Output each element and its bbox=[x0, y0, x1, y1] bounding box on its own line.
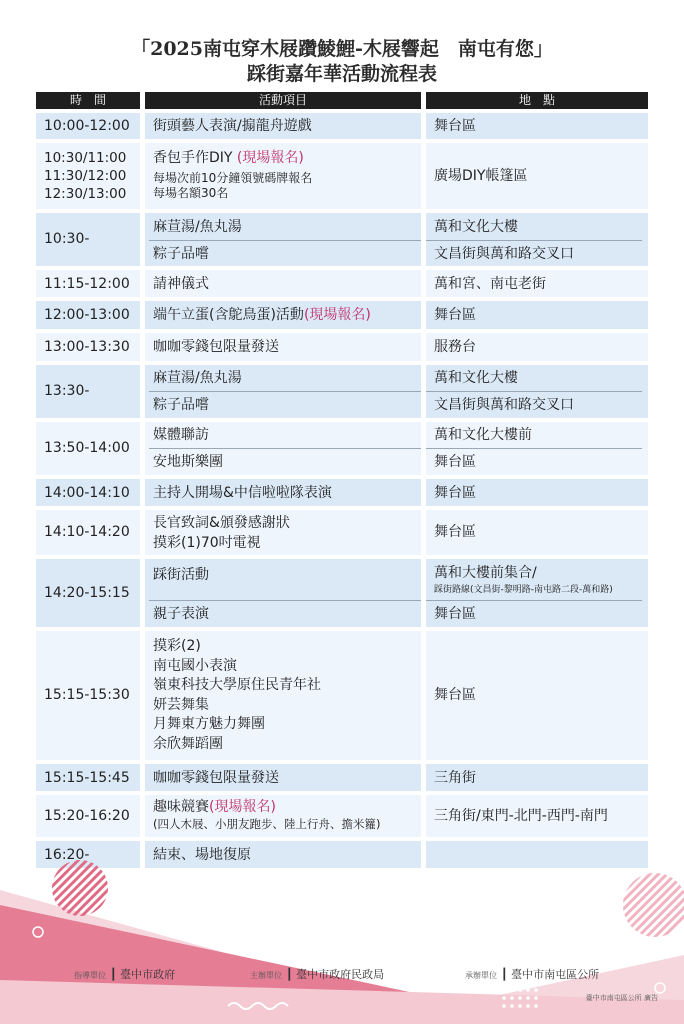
parade-route-note: 踩街路線(文昌街-黎明路-南屯路二段-萬和路) bbox=[434, 585, 613, 595]
item-main: 香包手作DIY bbox=[153, 150, 237, 166]
title-line-1: 「2025南屯穿木屐躦鯪鯉-木屐響起 南屯有您」 bbox=[131, 38, 553, 60]
place-text: 舞台區 bbox=[434, 307, 476, 323]
row-item bbox=[145, 510, 421, 555]
time-text: 10:30/11:00 11:30/12:00 12:30/13:00 bbox=[44, 150, 127, 202]
item-text: 親子表演 bbox=[153, 606, 209, 622]
row-divider bbox=[426, 448, 642, 449]
time-text: 12:00-13:00 bbox=[44, 307, 130, 323]
time-text: 14:10-14:20 bbox=[44, 524, 130, 540]
item-text: 街頭藝人表演/搧龍舟遊戲 bbox=[153, 118, 312, 134]
place-text: 三角街 bbox=[434, 770, 476, 786]
onsite-registration-tag: (現場報名) bbox=[236, 150, 304, 166]
credit-label: 指導單位 bbox=[74, 971, 106, 980]
row-time bbox=[36, 795, 140, 837]
row-divider bbox=[149, 448, 421, 449]
item-text: 請神儀式 bbox=[153, 276, 209, 292]
time-text: 15:15-15:45 bbox=[44, 770, 130, 786]
row-time bbox=[36, 764, 140, 791]
row-place bbox=[426, 301, 648, 329]
row-divider bbox=[426, 600, 642, 601]
place-text: 廣場DIY帳篷區 bbox=[434, 168, 528, 184]
row-place bbox=[426, 631, 648, 760]
item-text: 媒體聯訪 bbox=[153, 427, 209, 443]
place-text: 舞台區 bbox=[434, 524, 476, 540]
credit-guide: 指導單位 ┃ 臺中市政府 bbox=[74, 968, 176, 981]
row-divider bbox=[426, 391, 642, 392]
row-place bbox=[426, 510, 648, 555]
credit-label: 承辦單位 bbox=[465, 971, 497, 980]
row-divider bbox=[149, 391, 421, 392]
footer-decoration bbox=[0, 860, 684, 1024]
item-note: (四人木屐、小朋友跑步、陸上行舟、擔米籮) bbox=[153, 817, 381, 831]
row-time bbox=[36, 143, 140, 209]
row-time bbox=[36, 213, 140, 266]
place-text: 文昌街與萬和路交叉口 bbox=[434, 246, 574, 262]
row-time bbox=[36, 365, 140, 418]
place-text: 舞台區 bbox=[434, 606, 476, 622]
time-text: 14:00-14:10 bbox=[44, 485, 130, 501]
row-divider bbox=[149, 240, 421, 241]
item-text: 主持人開場&中信啦啦隊表演 bbox=[153, 485, 332, 501]
row-item bbox=[145, 270, 421, 297]
item-text: 長官致詞&頒發感謝狀 摸彩(1)70吋電視 bbox=[153, 515, 290, 551]
credit-value: 臺中市政府民政局 bbox=[296, 968, 385, 981]
item-text: 麻荁湯/魚丸湯 bbox=[153, 219, 242, 235]
row-place bbox=[426, 270, 648, 297]
header-item: 活動項目 bbox=[145, 92, 421, 109]
credit-label: 主辦單位 bbox=[250, 971, 282, 980]
row-place bbox=[426, 365, 648, 418]
place-text: 萬和大樓前集合/ bbox=[434, 565, 537, 581]
credit-value: 臺中市政府 bbox=[120, 968, 176, 981]
row-item bbox=[145, 113, 421, 139]
row-item bbox=[145, 795, 421, 837]
item-text bbox=[153, 149, 417, 167]
place-text: 萬和文化大樓 bbox=[434, 370, 518, 386]
item-text: 粽子品嚐 bbox=[153, 246, 209, 262]
document-title bbox=[0, 36, 684, 86]
row-item bbox=[145, 333, 421, 361]
time-text: 15:20-16:20 bbox=[44, 808, 130, 824]
place-text: 舞台區 bbox=[434, 485, 476, 501]
row-place bbox=[426, 795, 648, 837]
place-text: 萬和文化大樓 bbox=[434, 219, 518, 235]
row-place bbox=[426, 422, 648, 475]
item-text: 麻荁湯/魚丸湯 bbox=[153, 370, 242, 386]
title-line-2: 踩街嘉年華活動流程表 bbox=[246, 63, 437, 85]
time-text: 10:00-12:00 bbox=[44, 118, 130, 134]
row-time bbox=[36, 559, 140, 627]
item-text: 粽子品嚐 bbox=[153, 397, 209, 413]
place-text: 服務台 bbox=[434, 339, 476, 355]
row-time bbox=[36, 510, 140, 555]
item-text: 咖咖零錢包限量發送 bbox=[153, 339, 279, 355]
row-divider bbox=[149, 600, 421, 601]
header-time: 時 間 bbox=[36, 92, 140, 109]
row-item bbox=[145, 143, 421, 209]
row-time bbox=[36, 301, 140, 329]
place-text: 萬和文化大樓前 bbox=[434, 427, 532, 443]
time-text: 14:20-15:15 bbox=[44, 585, 130, 601]
row-time bbox=[36, 113, 140, 139]
row-place bbox=[426, 559, 648, 627]
row-item bbox=[145, 213, 421, 266]
row-item bbox=[145, 301, 421, 329]
header-place: 地 點 bbox=[426, 92, 648, 109]
credit-value: 臺中市南屯區公所 bbox=[511, 968, 600, 981]
row-item bbox=[145, 764, 421, 791]
row-divider bbox=[426, 240, 642, 241]
row-item bbox=[145, 559, 421, 627]
place-text: 萬和宮、南屯老街 bbox=[434, 276, 546, 292]
time-text: 16:20- bbox=[44, 847, 90, 863]
row-time bbox=[36, 479, 140, 506]
item-text: 摸彩(2) 南屯國小表演 嶺東科技大學原住民青年社 妍芸舞集 月舞東方魅力舞團 余欣舞蹈團 bbox=[153, 638, 321, 752]
time-text: 13:30- bbox=[44, 383, 90, 399]
place-text: 三角街/東門-北門-西門-南門 bbox=[434, 808, 608, 824]
row-place bbox=[426, 143, 648, 209]
item-text: 結束、場地復原 bbox=[153, 847, 251, 863]
onsite-registration-tag: (現場報名) bbox=[303, 307, 371, 323]
item-main: 趣味競賽 bbox=[153, 799, 209, 815]
time-text: 13:50-14:00 bbox=[44, 440, 130, 456]
item-text bbox=[153, 798, 417, 816]
row-item bbox=[145, 631, 421, 760]
publisher-note: 臺中市南屯區公所 廣告 bbox=[585, 994, 658, 1002]
credit-host: 主辦單位 ┃ 臺中市政府民政局 bbox=[250, 968, 385, 981]
row-place bbox=[426, 333, 648, 361]
place-text: 文昌街與萬和路交叉口 bbox=[434, 397, 574, 413]
time-text: 11:15-12:00 bbox=[44, 276, 130, 292]
row-place bbox=[426, 113, 648, 139]
time-text: 10:30- bbox=[44, 231, 90, 247]
item-text bbox=[153, 306, 417, 324]
item-note: 每場次前10分鐘領號碼牌報名 每場名額30名 bbox=[153, 171, 313, 200]
row-item bbox=[145, 365, 421, 418]
item-text: 踩街活動 bbox=[153, 567, 209, 583]
place-text: 舞台區 bbox=[434, 118, 476, 134]
row-time bbox=[36, 270, 140, 297]
credit-organizer: 承辦單位 ┃ 臺中市南屯區公所 bbox=[465, 968, 600, 981]
row-place bbox=[426, 479, 648, 506]
row-place bbox=[426, 764, 648, 791]
time-text: 15:15-15:30 bbox=[44, 687, 130, 703]
row-time bbox=[36, 422, 140, 475]
item-text: 安地斯樂團 bbox=[153, 454, 223, 470]
row-item bbox=[145, 479, 421, 506]
striped-circle-left bbox=[52, 860, 108, 916]
time-text: 13:00-13:30 bbox=[44, 339, 130, 355]
onsite-registration-tag: (現場報名) bbox=[209, 799, 276, 815]
item-text: 咖咖零錢包限量發送 bbox=[153, 770, 279, 786]
row-time bbox=[36, 333, 140, 361]
row-place bbox=[426, 213, 648, 266]
place-text: 舞台區 bbox=[434, 687, 476, 703]
item-main: 端午立蛋(含鴕鳥蛋)活動 bbox=[153, 307, 304, 323]
striped-circle-right bbox=[623, 873, 684, 937]
place-text: 舞台區 bbox=[434, 454, 476, 470]
row-time bbox=[36, 631, 140, 760]
row-item bbox=[145, 422, 421, 475]
